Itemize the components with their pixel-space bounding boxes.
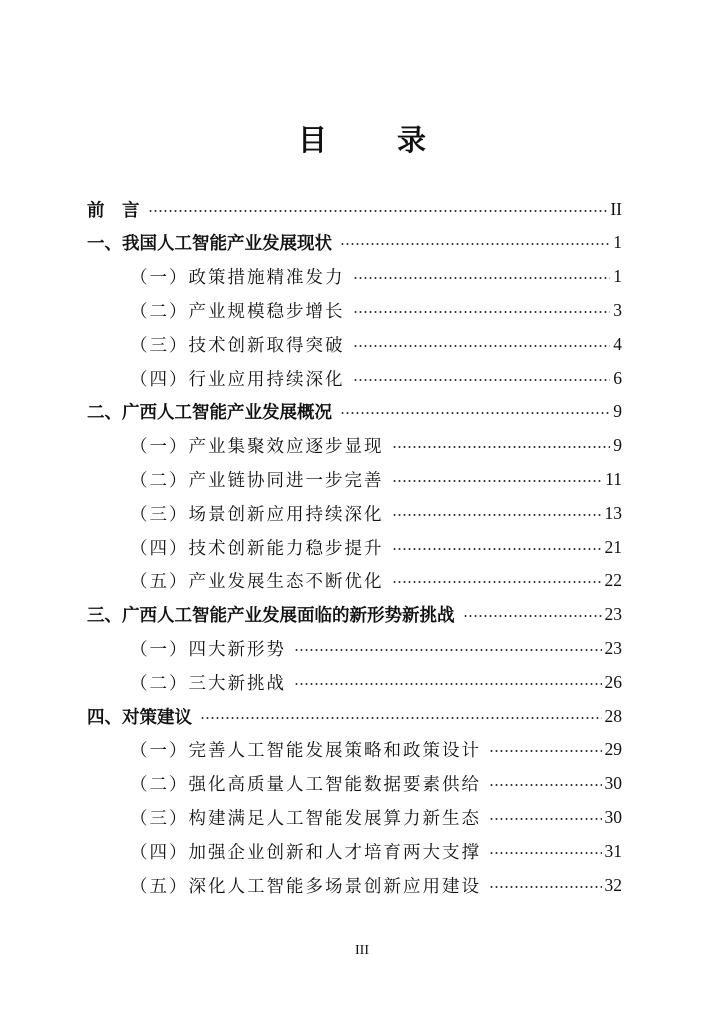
toc-entry-label: （一）产业集聚效应逐步显现 xyxy=(130,437,384,458)
toc-entry-page: 26 xyxy=(604,671,622,692)
toc-entry[interactable] xyxy=(130,361,622,395)
toc-entry[interactable] xyxy=(130,868,622,902)
toc-entry-label: （四）加强企业创新和人才培育两大支撑 xyxy=(130,842,481,863)
toc-entry-page: 6 xyxy=(613,367,622,388)
toc-entry[interactable] xyxy=(130,631,622,665)
dot-leader xyxy=(489,784,602,786)
dot-leader xyxy=(353,311,611,313)
toc-entry-label: （三）构建满足人工智能发展算力新生态 xyxy=(130,808,481,829)
dot-leader xyxy=(353,345,611,347)
toc-entry[interactable] xyxy=(130,800,622,834)
toc-entry-page: 9 xyxy=(613,435,622,456)
dot-leader xyxy=(392,514,602,516)
dot-leader xyxy=(340,412,610,414)
toc-entry-page: 23 xyxy=(604,604,622,625)
toc-entry-page: 21 xyxy=(604,536,622,557)
dot-leader xyxy=(148,210,608,212)
toc-entry-label: （二）三大新挑战 xyxy=(130,673,286,694)
dot-leader xyxy=(294,649,602,651)
dot-leader xyxy=(340,243,610,245)
toc-entry-label: （二）产业规模稳步增长 xyxy=(130,301,345,322)
toc-entry-page: 22 xyxy=(604,570,622,591)
toc-entry[interactable] xyxy=(130,496,622,530)
toc-entry-label: （五）产业发展生态不断优化 xyxy=(130,572,384,593)
toc-entry[interactable] xyxy=(87,598,622,632)
toc-entry[interactable] xyxy=(87,192,622,226)
toc-entry-page: 30 xyxy=(604,773,622,794)
dot-leader xyxy=(392,548,602,550)
toc-entry-page: 29 xyxy=(604,739,622,760)
toc-entry-page: 13 xyxy=(604,502,622,523)
dot-leader xyxy=(489,818,602,820)
dot-leader xyxy=(489,750,602,752)
toc-entry-page: 31 xyxy=(604,840,622,861)
toc-entry-label: 一、我国人工智能产业发展现状 xyxy=(87,234,332,255)
dot-leader xyxy=(294,683,602,685)
page-title: 目 录 xyxy=(297,123,457,157)
toc-entry-label: 前 言 xyxy=(87,200,140,221)
toc-entry[interactable] xyxy=(87,395,622,429)
toc-entry-label: （三）技术创新取得突破 xyxy=(130,335,345,356)
toc-entry-label: 四、对策建议 xyxy=(87,707,192,728)
toc-entry-page: 3 xyxy=(613,299,622,320)
dot-leader xyxy=(392,446,611,448)
toc-entry[interactable] xyxy=(130,530,622,564)
toc-entry-label: （一）四大新形势 xyxy=(130,639,286,660)
page-number: III xyxy=(355,943,369,958)
toc-entry-page: 32 xyxy=(604,874,622,895)
toc-entry[interactable] xyxy=(130,293,622,327)
dot-leader xyxy=(200,717,602,719)
toc-entry-page: 28 xyxy=(604,705,622,726)
toc-entry[interactable] xyxy=(130,767,622,801)
toc-entry[interactable] xyxy=(130,564,622,598)
toc-entry-label: （三）场景创新应用持续深化 xyxy=(130,504,384,525)
toc-entry-page: 11 xyxy=(605,468,622,489)
toc-entry-page: 23 xyxy=(604,637,622,658)
toc-entry-label: （二）强化高质量人工智能数据要素供给 xyxy=(130,775,481,796)
toc-entry-label: （一）政策措施精准发力 xyxy=(130,268,345,289)
toc-entry[interactable] xyxy=(130,834,622,868)
toc-entry[interactable] xyxy=(130,733,622,767)
toc-entry[interactable] xyxy=(130,429,622,463)
toc-entry[interactable] xyxy=(130,462,622,496)
toc-entry-label: （四）技术创新能力稳步提升 xyxy=(130,538,384,559)
dot-leader xyxy=(463,615,602,617)
toc-entry-label: （五）深化人工智能多场景创新应用建设 xyxy=(130,876,481,897)
toc-entry-page: 1 xyxy=(613,266,622,287)
dot-leader xyxy=(489,852,602,854)
toc-entry-label: （二）产业链协同进一步完善 xyxy=(130,470,384,491)
toc-entry[interactable] xyxy=(130,260,622,294)
dot-leader xyxy=(392,581,602,583)
toc-entry[interactable] xyxy=(130,665,622,699)
toc-entry-label: （四）行业应用持续深化 xyxy=(130,369,345,390)
dot-leader xyxy=(353,277,611,279)
toc-entry-page: 30 xyxy=(604,806,622,827)
toc-entry[interactable] xyxy=(130,327,622,361)
toc-entry-label: 三、广西人工智能产业发展面临的新形势新挑战 xyxy=(87,606,455,627)
toc-entry[interactable] xyxy=(87,226,622,260)
dot-leader xyxy=(392,480,603,482)
toc-entry[interactable] xyxy=(87,699,622,733)
toc-entry-page: II xyxy=(610,198,622,219)
dot-leader xyxy=(489,886,602,888)
toc-entry-page: 4 xyxy=(613,333,622,354)
toc-entry-label: （一）完善人工智能发展策略和政策设计 xyxy=(130,741,481,762)
toc-entry-page: 1 xyxy=(613,232,622,253)
toc-entry-page: 9 xyxy=(613,401,622,422)
toc-entry-label: 二、广西人工智能产业发展概况 xyxy=(87,403,332,424)
dot-leader xyxy=(353,379,611,381)
